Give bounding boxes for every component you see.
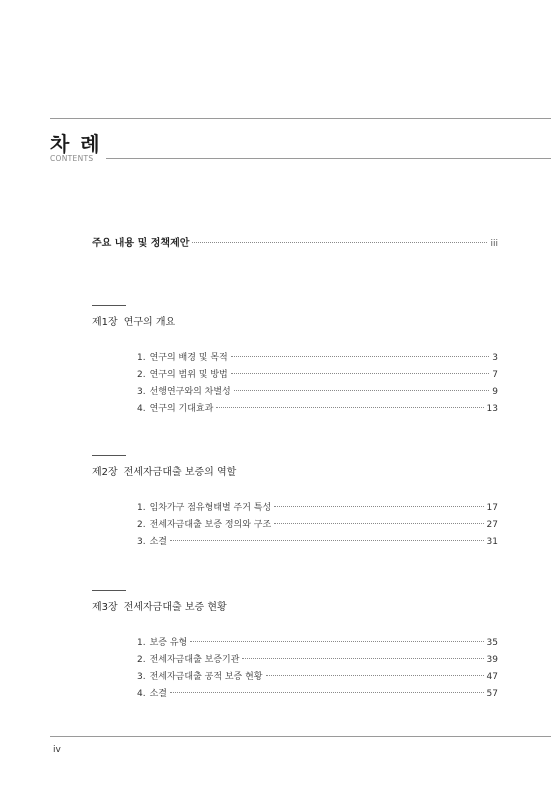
dot-leader	[234, 390, 490, 391]
entry-number: 2.	[137, 520, 146, 530]
entry-number: 4.	[137, 404, 146, 414]
chapter-number: 제3장	[92, 602, 118, 613]
toc-summary-entry[interactable]	[92, 234, 498, 249]
page-title: 차 례	[50, 132, 102, 156]
entry-number: 3.	[137, 387, 146, 397]
entry-label: 선행연구와의 차별성	[149, 387, 231, 397]
summary-label: 주요 내용 및 정책제안	[92, 238, 190, 249]
dot-leader	[170, 540, 484, 541]
entry-number: 4.	[137, 689, 146, 699]
entry-page: 13	[486, 404, 498, 414]
entry-page: 27	[486, 520, 498, 530]
entry-label: 임차가구 점유형태별 주거 특성	[149, 503, 272, 513]
toc-entry[interactable]	[137, 500, 498, 517]
entry-number: 2.	[137, 655, 146, 665]
toc-entry[interactable]	[137, 350, 498, 367]
dot-leader	[266, 675, 484, 676]
entry-label: 전세자금대출 공적 보증 현황	[149, 672, 263, 682]
chapter-title: 연구의 개요	[123, 317, 176, 328]
dot-leader	[170, 692, 484, 693]
entry-number: 3.	[137, 672, 146, 682]
toc-entry[interactable]	[137, 384, 498, 401]
entry-label: 연구의 범위 및 방법	[149, 370, 228, 380]
toc-entry[interactable]	[137, 401, 498, 418]
chapter-number: 제2장	[92, 467, 118, 478]
toc-entry[interactable]	[137, 517, 498, 534]
chapter-rule	[92, 590, 126, 591]
chapter-number: 제1장	[92, 317, 118, 328]
entry-label: 전세자금대출 보증기관	[149, 655, 240, 665]
entry-label: 연구의 기대효과	[149, 404, 214, 414]
chapter-1	[92, 305, 498, 418]
entry-page: 31	[486, 537, 498, 547]
entry-page: 39	[486, 655, 498, 665]
chapter-heading[interactable]	[92, 313, 498, 328]
dot-leader	[274, 523, 483, 524]
entry-page: 3	[492, 353, 498, 363]
toc-entry[interactable]	[137, 686, 498, 703]
entry-number: 3.	[137, 537, 146, 547]
toc-entry[interactable]	[137, 367, 498, 384]
entry-label: 소결	[149, 537, 167, 547]
entry-label: 보증 유형	[149, 638, 188, 648]
entry-number: 1.	[137, 638, 146, 648]
toc-entry[interactable]	[137, 534, 498, 551]
chapter-heading[interactable]	[92, 598, 498, 613]
dot-leader	[231, 356, 490, 357]
entry-page: 17	[486, 503, 498, 513]
dot-leader	[216, 407, 483, 408]
entry-page: 57	[486, 689, 498, 699]
entry-page: 35	[486, 638, 498, 648]
chapter-rule	[92, 455, 126, 456]
top-rule	[50, 118, 551, 119]
entry-label: 연구의 배경 및 목적	[149, 353, 228, 363]
dot-leader	[231, 373, 490, 374]
page-number: iv	[53, 745, 61, 755]
dot-leader	[190, 641, 483, 642]
chapter-3	[92, 590, 498, 703]
footer-rule	[50, 736, 551, 737]
chapter-title: 전세자금대출 보증의 역할	[123, 467, 237, 478]
entry-label: 소결	[149, 689, 167, 699]
entry-page: 9	[492, 387, 498, 397]
toc-entry[interactable]	[137, 635, 498, 652]
dot-leader	[192, 242, 487, 243]
entry-page: 7	[492, 370, 498, 380]
dot-leader	[242, 658, 483, 659]
summary-page: iii	[490, 239, 498, 249]
page-subtitle: CONTENTS	[50, 154, 94, 163]
contents-rule	[106, 158, 551, 159]
entry-page: 47	[486, 672, 498, 682]
toc-entry[interactable]	[137, 669, 498, 686]
toc-entry[interactable]	[137, 652, 498, 669]
entry-label: 전세자금대출 보증 정의와 구조	[149, 520, 272, 530]
chapter-title: 전세자금대출 보증 현황	[123, 602, 227, 613]
entry-number: 1.	[137, 503, 146, 513]
entry-number: 1.	[137, 353, 146, 363]
entry-number: 2.	[137, 370, 146, 380]
chapter-heading[interactable]	[92, 463, 498, 478]
dot-leader	[274, 506, 483, 507]
chapter-2	[92, 455, 498, 551]
chapter-rule	[92, 305, 126, 306]
